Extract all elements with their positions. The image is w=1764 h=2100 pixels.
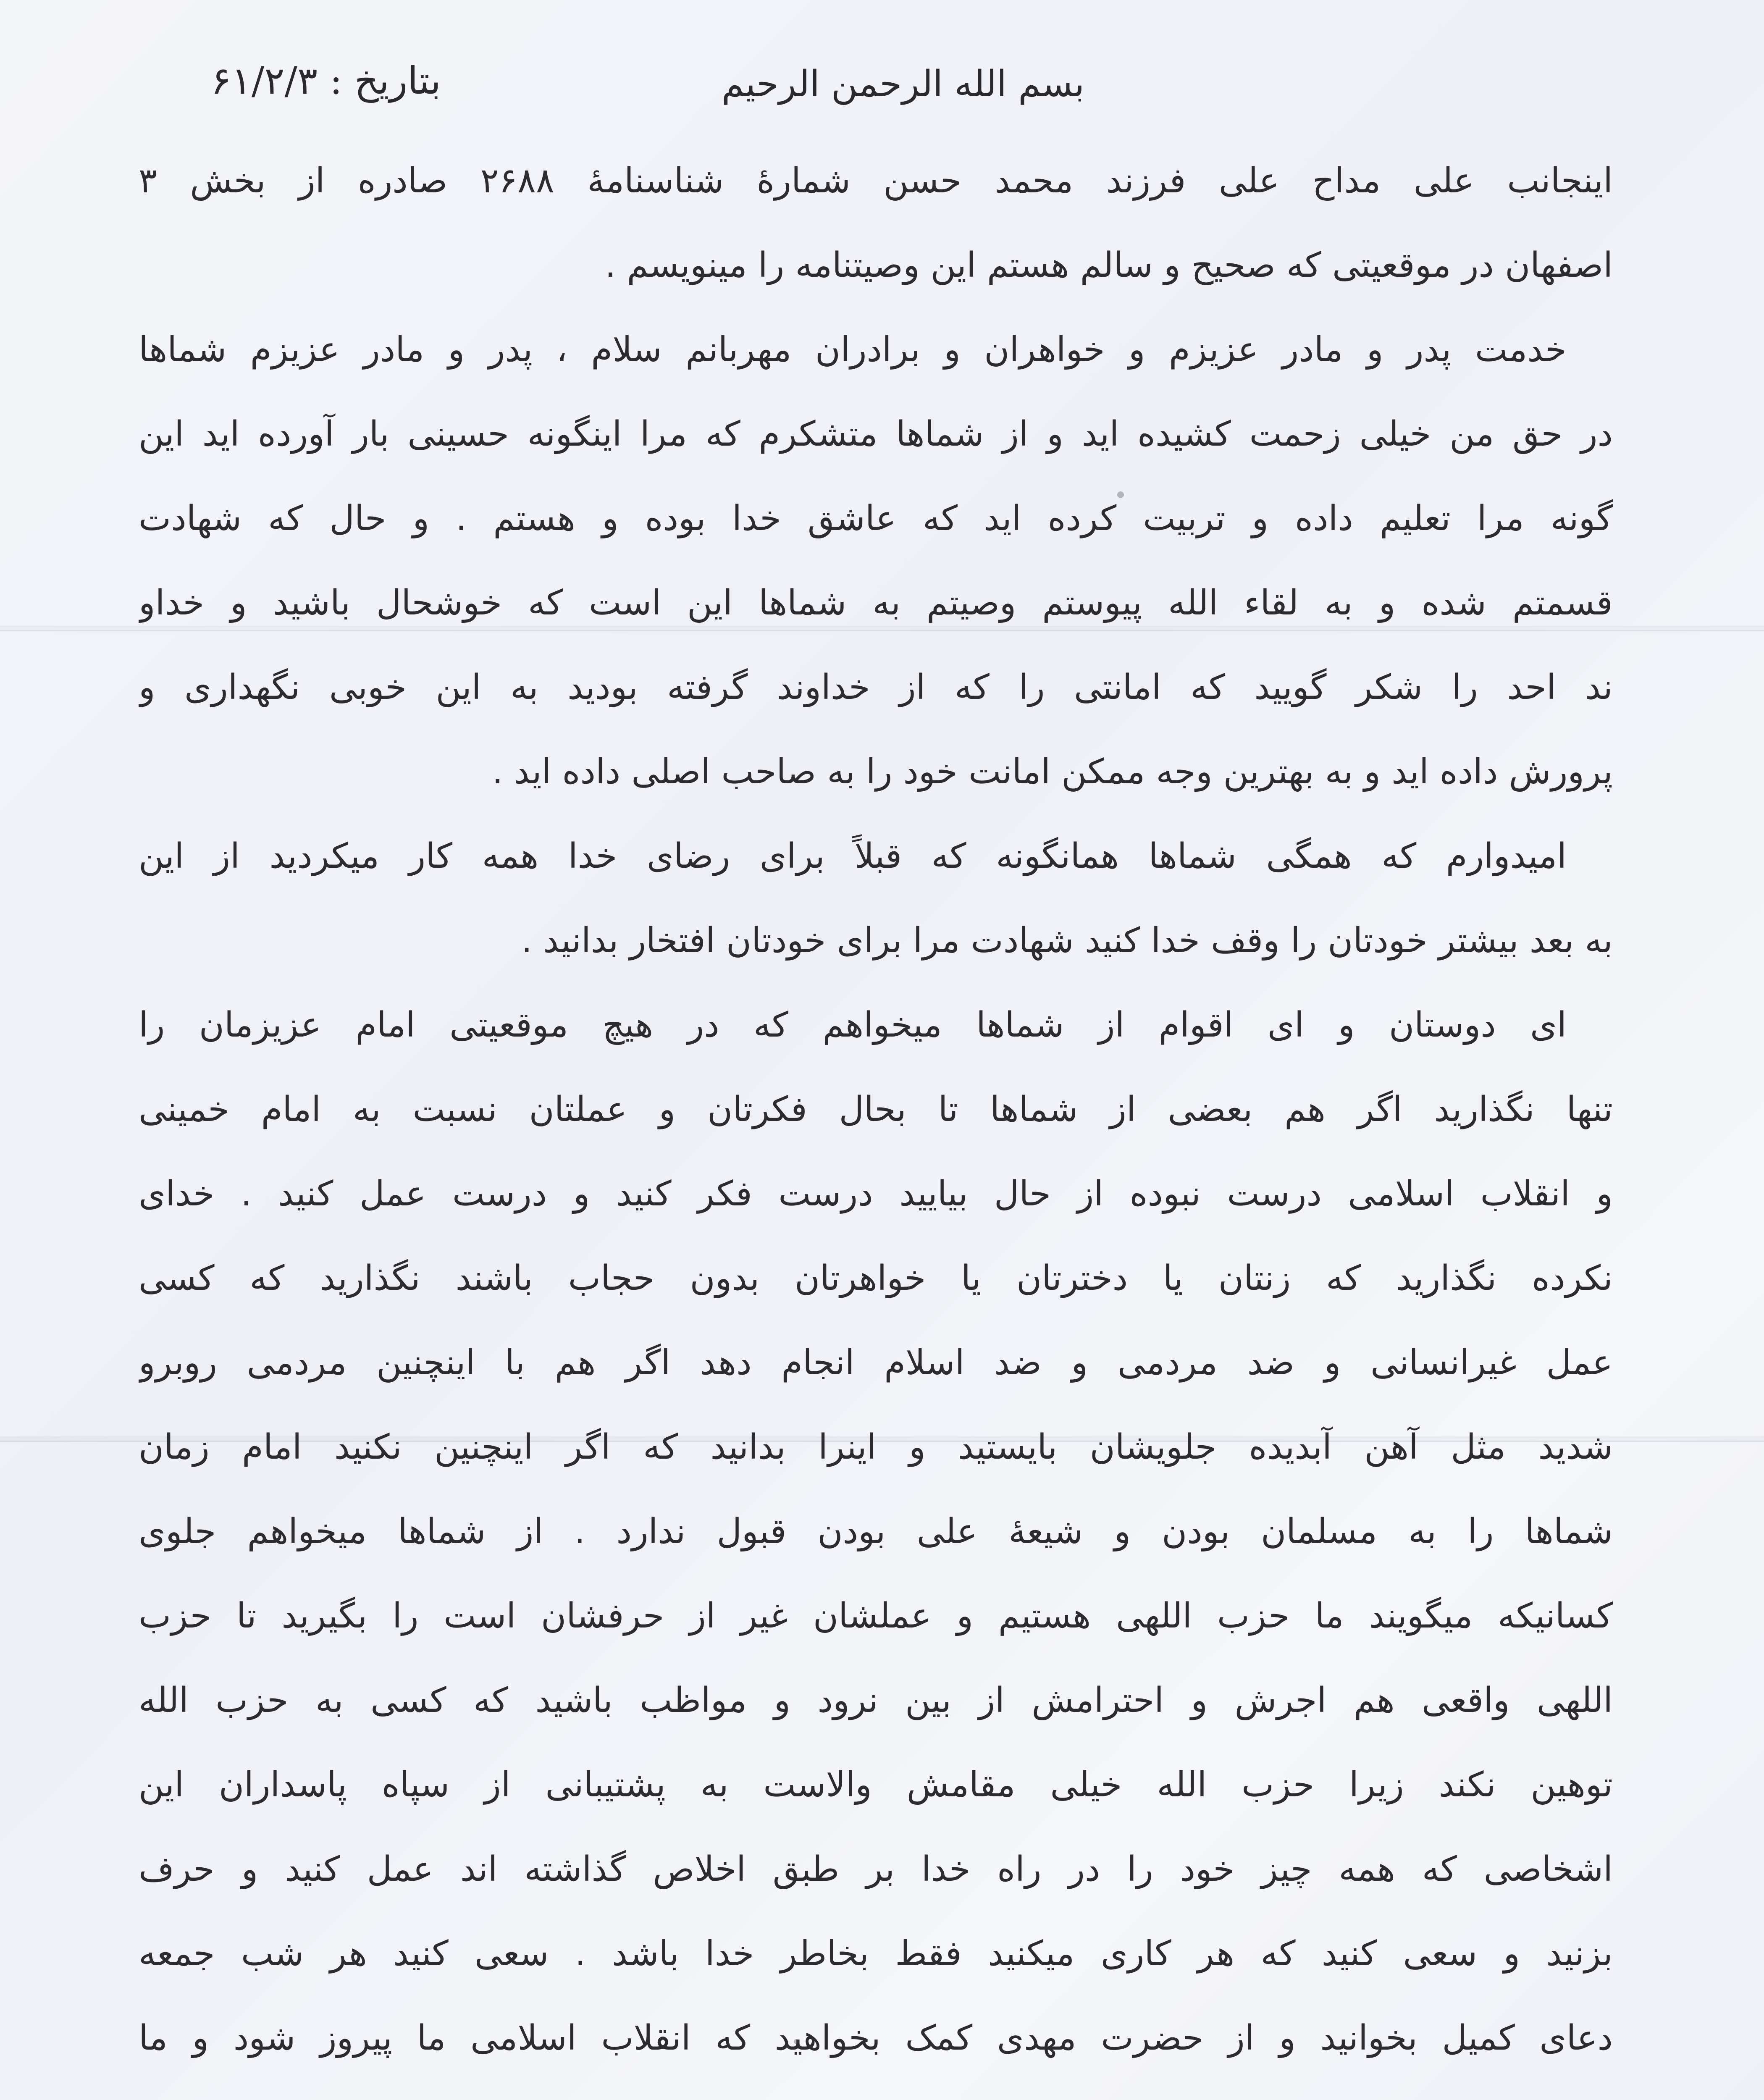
letter-line: و انقلاب اسلامی درست نبوده از حال بیایید درست فکر کنید و درست عمل کنید . خدای [139,1174,1613,1214]
letter-date: بتاریخ : ۶۱/۲/۳ [211,59,441,103]
letter-line: امیدوارم که همگی شماها همانگونه که قبلاً برای رضای خدا همه کار میکردید از این [139,836,1567,876]
letter-line: قسمتم شده و به لقاء الله پیوستم وصیتم به شماها این است که خوشحال باشید و خداو [139,583,1613,623]
letter-line: عمل غیرانسانی و ضد مردمی و ضد اسلام انجام دهد اگر هم با اینچنین مردمی روبرو [139,1343,1613,1383]
letter-line: کسانیکه میگویند ما حزب اللهی هستیم و عملشان غیر از حرفشان است را بگیرید تا حزب [139,1596,1613,1636]
letter-line: توهین نکند زیرا حزب الله خیلی مقامش والاست به پشتیبانی از سپاه پاسداران این [139,1765,1613,1805]
letter-line: تنها نگذارید اگر هم بعضی از شماها تا بحال فکرتان و عملتان نسبت به امام خمینی [139,1089,1613,1129]
letter-body [139,139,1613,2100]
letter-line: بزنید و سعی کنید که هر کاری میکنید فقط بخاطر خدا باشد . سعی کنید هر شب جمعه [139,1934,1613,1974]
paper-speck [794,2039,799,2044]
letter-line: نکرده نگذارید که زنتان یا دخترتان یا خواهرتان بدون حجاب باشند نگذارید که کسی [139,1258,1613,1298]
letter-line: شماها را به مسلمان بودن و شیعهٔ علی بودن قبول ندارد . از شماها میخواهم جلوی [139,1512,1613,1551]
letter-line: اللهی واقعی هم اجرش و احترامش از بین نرود و مواظب باشید که کسی به حزب الله [139,1680,1613,1720]
letter-line: دعای کمیل بخوانید و از حضرت مهدی کمک بخواهید که انقلاب اسلامی ما پیروز شود و ما [139,2018,1613,2058]
letter-line: خدمت پدر و مادر عزیزم و خواهران و برادران مهربانم سلام ، پدر و مادر عزیزم شماها [139,330,1567,370]
letter-line: اینجانب علی مداح علی فرزند محمد حسن شمارهٔ شناسنامهٔ ۲۶۸۸ صادره از بخش ۳ [139,161,1613,201]
letter-line: اشخاصی که همه چیز خود را در راه خدا بر طبق اخلاص گذاشته اند عمل کنید و حرف [139,1849,1613,1889]
letter-line: ند احد را شکر گویید که امانتی را که از خداوند گرفته بودید به این خوبی نگهداری و [139,667,1613,707]
letter-line: گونه مرا تعلیم داده و تربیت کرده اید که عاشق خدا بوده و هستم . و حال که شهادت [139,499,1613,538]
letter-line: پرورش داده اید و به بهترین وجه ممکن امانت خود را به صاحب اصلی داده اید . [492,752,1613,792]
paper-speck [1117,491,1124,498]
letter-line: شدید مثل آهن آبدیده جلویشان بایستید و اینرا بدانید که اگر اینچنین نکنید امام زمان [139,1427,1613,1467]
letter-line: به بعد بیشتر خودتان را وقف خدا کنید شهادت مرا برای خودتان افتخار بدانید . [521,921,1613,961]
letter-line: اصفهان در موقعیتی که صحیح و سالم هستم این وصیتنامه را مینویسم . [605,245,1613,285]
letter-heading: بسم الله الرحمن الرحیم [721,63,1085,105]
letter-line [139,2080,1613,2100]
letter-line: در حق من خیلی زحمت کشیده اید و از شماها متشکرم که مرا اینگونه حسینی بار آورده اید این [139,414,1613,454]
letter-line: ای دوستان و ای اقوام از شماها میخواهم که در هیچ موقعیتی امام عزیزمان را [139,1005,1567,1045]
